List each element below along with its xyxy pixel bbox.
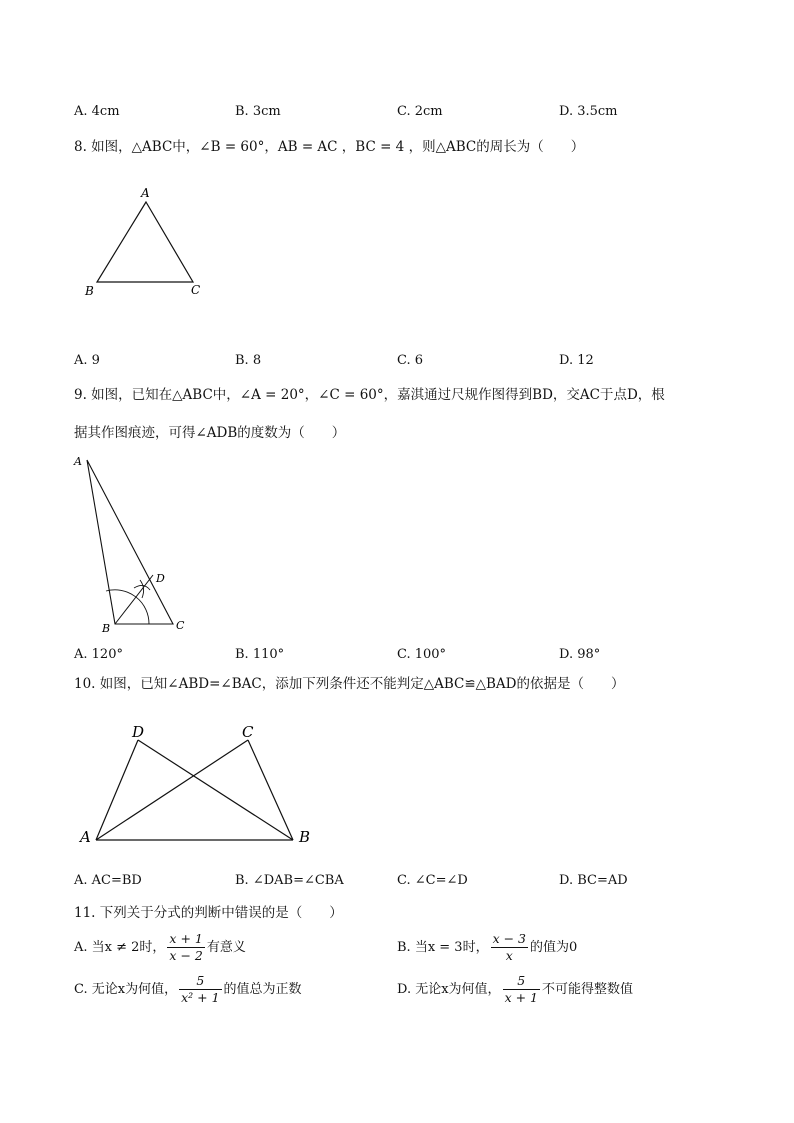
q7-option-c: C. 2cm (397, 104, 443, 119)
q7-option-b: B. 3cm (235, 104, 281, 119)
q11-option-d-suffix: 不可能得整数值 (542, 982, 634, 997)
q8-option-d: D. 12 (559, 353, 594, 368)
q9-segment-bd (115, 575, 153, 624)
q11-option-c-suffix: 的值总为正数 (223, 982, 302, 997)
q8-label-b: B (85, 284, 94, 298)
q11-option-a-denominator: x − 2 (169, 948, 203, 963)
q9-triangle-figure (70, 450, 200, 640)
q10-option-c: C. ∠C=∠D (397, 873, 468, 888)
q7-option-a: A. 4cm (74, 104, 120, 119)
q9-option-c: C. 100° (397, 647, 447, 662)
q9-label-c: C (176, 619, 185, 632)
q8-triangle (97, 202, 193, 282)
q8-option-b: B. 8 (235, 353, 262, 368)
q11-option-c-prefix: C. 无论x为何值， (74, 982, 178, 997)
q10-option-a: A. AC=BD (74, 873, 142, 888)
q9-stem-line1: 9. 如图，已知在△ABC中，∠A = 20°，∠C = 60°，嘉淇通过尺规作图得到BD，交AC于点D，根 (74, 387, 665, 403)
q11-option-a (74, 930, 246, 966)
q8-label-a: A (141, 186, 150, 200)
q11-option-c-fraction (179, 973, 221, 1006)
q11-option-a-numerator: x + 1 (169, 931, 203, 946)
q11-option-d-numerator: 5 (503, 973, 540, 990)
q11-stem: 11. 下列关于分式的判断中错误的是（ ） (74, 905, 343, 921)
q11-option-b-prefix: B. 当x = 3时， (397, 940, 489, 955)
q10-label-a: A (80, 828, 91, 846)
q11-option-b-denominator: x (505, 948, 513, 963)
q8-option-c: C. 6 (397, 353, 424, 368)
q9-label-d: D (156, 572, 165, 585)
q7-option-d: D. 3.5cm (559, 104, 618, 119)
q11-option-b-numerator: x − 3 (492, 931, 527, 946)
q8-triangle-figure (80, 184, 220, 304)
q11-option-a-prefix: A. 当x ≠ 2时， (74, 940, 166, 955)
q10-segment-ac (96, 740, 248, 840)
q9-label-a: A (74, 455, 82, 468)
q10-label-b: B (299, 828, 311, 846)
q11-option-d (397, 972, 633, 1008)
q11-option-c-denominator: x² + 1 (181, 990, 220, 1005)
q11-option-a-fraction (167, 931, 204, 964)
q11-option-d-denominator: x + 1 (504, 990, 538, 1005)
q8-label-c: C (191, 283, 201, 297)
q9-stem-line2: 据其作图痕迹，可得∠ADB的度数为（ ） (74, 425, 346, 441)
q8-stem: 8. 如图，△ABC中，∠B = 60°，AB = AC ，BC = 4 ，则△ABC的周长为（ ） (74, 139, 585, 155)
q10-stem: 10. 如图，已知∠ABD=∠BAC，添加下列条件还不能判定△ABC≌△BAD的依据是（ ） (74, 676, 625, 692)
q11-option-b-fraction (491, 931, 528, 964)
q11-option-b-suffix: 的值为0 (530, 940, 578, 955)
q11-option-d-prefix: D. 无论x为何值， (397, 982, 501, 997)
q10-segment-bd (138, 740, 293, 840)
q9-option-b: B. 110° (235, 647, 285, 662)
q9-option-d: D. 98° (559, 647, 601, 662)
q10-option-b: B. ∠DAB=∠CBA (235, 873, 344, 888)
q8-option-a: A. 9 (74, 353, 100, 368)
q9-triangle (87, 460, 173, 624)
q10-segment-ad (96, 740, 138, 840)
q9-label-b: B (102, 622, 111, 635)
q11-option-a-suffix: 有意义 (206, 940, 246, 955)
q11-option-b (397, 930, 577, 966)
q11-option-c (74, 972, 302, 1008)
q10-label-c: C (242, 723, 254, 741)
q11-option-c-numerator: 5 (179, 973, 221, 990)
q10-option-d: D. BC=AD (559, 873, 628, 888)
q10-label-d: D (132, 723, 145, 741)
q10-figure (76, 718, 326, 853)
q11-option-d-fraction (503, 973, 540, 1006)
q9-option-a: A. 120° (74, 647, 123, 662)
